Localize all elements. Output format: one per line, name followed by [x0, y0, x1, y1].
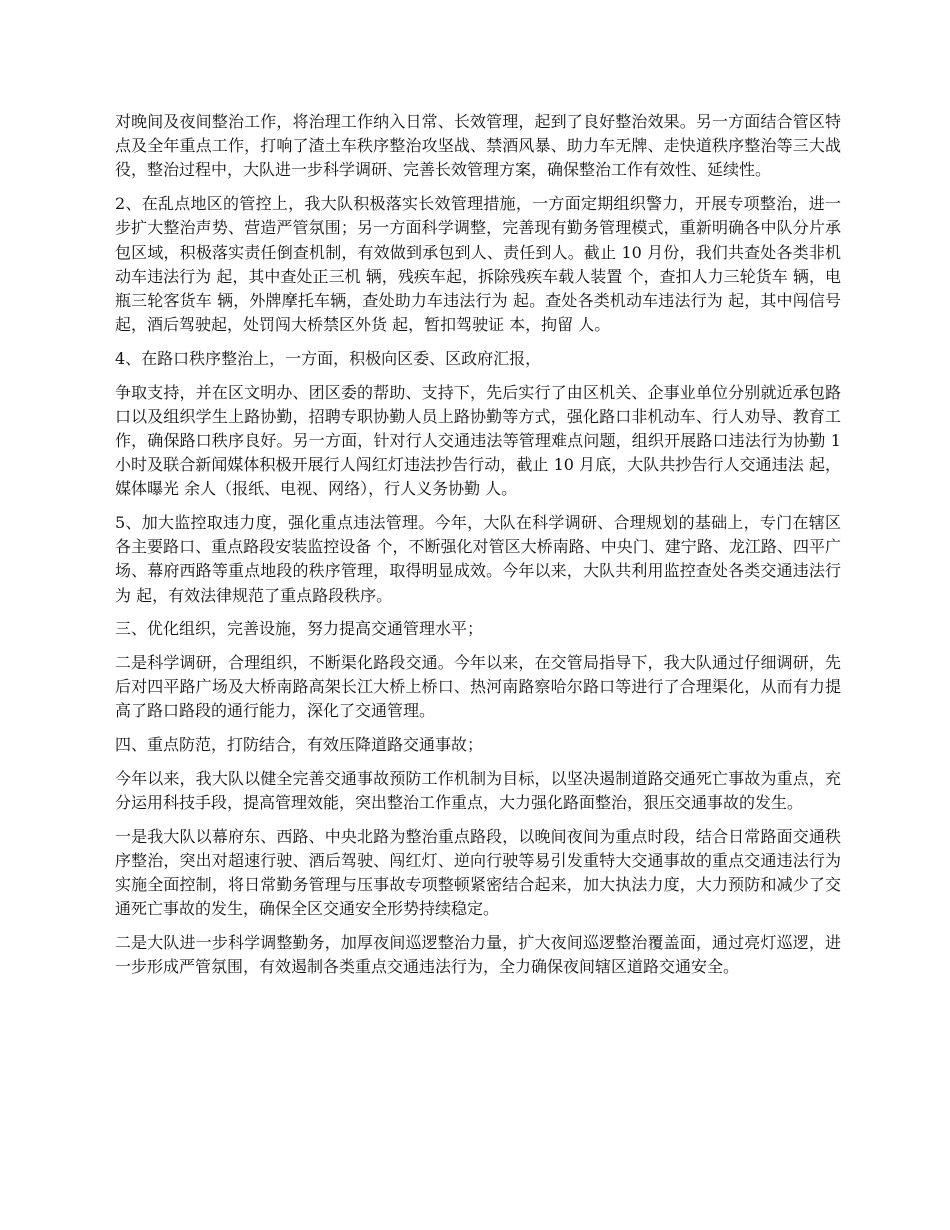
section-heading-accident-prevention: 四、重点防范，打防结合，有效压降道路交通事故；: [115, 735, 484, 755]
section-heading-optimize-organization: 三、优化组织，完善设施，努力提高交通管理水平；: [115, 619, 484, 639]
paragraph-road-channelization: 二是科学调研，合理组织，不断渠化路段交通。今年以来，在交管局指导下，我大队通过仔细调研，先后对四平路广场及大桥南路高架长江大桥上桥口、热河南路察哈尔路口等进行了合理渠化，从而有力提高了路口路段的通行能力，深化了交通管理。: [115, 653, 841, 721]
paragraph-night-governance: 对晚间及夜间整治工作，将治理工作纳入日常、长效管理，起到了良好整治效果。另一方面结合管区特点及全年重点工作，打响了渣土车秩序整治攻坚战、禁酒风暴、助力车无牌、走快道秩序整治等三大战役，整治过程中，大队进一步科学调研、完善长效管理方案，确保整治工作有效性、延续性。: [115, 112, 841, 180]
paragraph-hotspot-control: 2、在乱点地区的管控上，我大队积极落实长效管理措施，一方面定期组织警力，开展专项整治，进一步扩大整治声势、营造严管氛围；另一方面科学调整，完善现有勤务管理模式，重新明确各中队分片承包区域，积极落实责任倒查机制，有效做到承包到人、责任到人。截止 10 月份，我们共查处各类非机动车违法行为 起，其中查处正三机 辆，残疾车起，拆除残疾车载人装置 个，查扣人力三轮货车 辆，电瓶三轮客货车 辆，外牌摩托车辆，查处助力车违法行为 起。查处各类机动车违法行为 起，其中闯信号 起，酒后驾驶起，处罚闯大桥禁区外货 起，暂扣驾驶证 本，拘留 人。: [115, 194, 841, 335]
paragraph-night-patrol: 二是大队进一步科学调整勤务，加厚夜间巡逻整治力量，扩大夜间巡逻整治覆盖面，通过亮灯巡逻，进一步形成严管氛围，有效遏制各类重点交通违法行为，全力确保夜间辖区道路交通安全。: [115, 933, 841, 977]
document-body: [115, 110, 841, 989]
paragraph-intersection-support: 争取支持，并在区文明办、团区委的帮助、支持下，先后实行了由区机关、企事业单位分别就近承包路口以及组织学生上路协勤，招聘专职协勤人员上路协勤等方式，强化路口非机动车、行人劝导、教育工作，确保路口秩序良好。另一方面，针对行人交通违法等管理难点问题，组织开展路口违法行为协勤 1 小时及联合新闻媒体积极开展行人闯红灯违法抄告行动，截止 10 月底，大队共抄告行人交通违法 起，媒体曝光 余人（报纸、电视、网络），行人义务协勤 人。: [115, 382, 841, 499]
paragraph-key-road-sections: 一是我大队以幕府东、西路、中央北路为整治重点路段，以晚间夜间为重点时段，结合日常路面交通秩序整治，突出对超速行驶、酒后驾驶、闯红灯、逆向行驶等易引发重特大交通事故的重点交通违法行为实施全面控制，将日常勤务管理与压事故专项整顿紧密结合起来，加大执法力度，大力预防和减少了交通死亡事故的发生，确保全区交通安全形势持续稳定。: [115, 826, 841, 919]
paragraph-intersection-order-intro: 4、在路口秩序整治上，一方面，积极向区委、区政府汇报，: [115, 348, 542, 368]
paragraph-monitoring-enforcement: 5、加大监控取违力度，强化重点违法管理。今年，大队在科学调研、合理规划的基础上，专门在辖区各主要路口、重点路段安装监控设备 个，不断强化对管区大桥南路、中央门、建宁路、龙江路、四平广场、幕府西路等重点地段的秩序管理，取得明显成效。今年以来，大队共利用监控查处各类交通违法行为 起，有效法律规范了重点路段秩序。: [115, 513, 841, 605]
paragraph-accident-prevention-overview: 今年以来，我大队以健全完善交通事故预防工作机制为目标，以坚决遏制道路交通死亡事故为重点，充分运用科技手段，提高管理效能，突出整治工作重点，大力强化路面整治，狠压交通事故的发生。: [115, 768, 841, 813]
